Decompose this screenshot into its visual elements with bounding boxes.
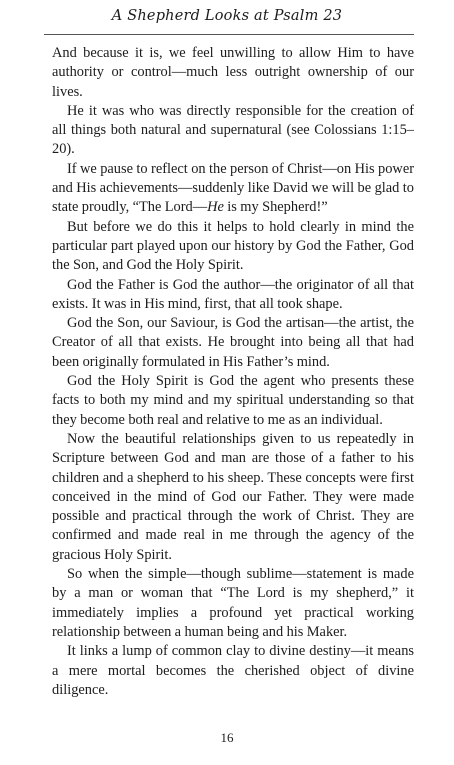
paragraph-text: If we pause to reflect on the person of Christ—on His power and His achievements—suddenly like David we will be glad to state proudly, “The Lord— bbox=[52, 160, 414, 216]
paragraph: He it was who was directly responsible for the creation of all things both natural and supernatural (see Colossians 1:15–20). bbox=[52, 102, 414, 158]
header-rule bbox=[44, 34, 414, 35]
body-text bbox=[52, 44, 414, 700]
paragraph: So when the simple—though sublime—statement is made by a man or woman that “The Lord is my shepherd,” it immediately implies a profound yet practical working relationship between a human being and his Maker. bbox=[52, 566, 414, 640]
emphasis-text: He bbox=[207, 199, 224, 216]
page-number: 16 bbox=[220, 730, 234, 745]
paragraph: Now the beautiful relationships given to us repeatedly in Scripture between God and man are those of a father to his children and a shepherd to his sheep. These concepts were first conceived in the mind of God our Father. They were made possible and practical through the work of Christ. They are confirmed and made real in me through the agency of the gracious Holy Spirit. bbox=[52, 430, 414, 563]
paragraph: God the Son, our Saviour, is God the artisan—the artist, the Creator of all that exists. He brought into being all that had been originally formulated in His Father’s mind. bbox=[52, 315, 414, 370]
paragraph: God the Father is God the author—the originator of all that exists. It was in His mind, first, that all took shape. bbox=[52, 276, 414, 312]
paragraph: But before we do this it helps to hold clearly in mind the particular part played upon our history by God the Father, God the Son, and God the Holy Spirit. bbox=[52, 218, 414, 274]
paragraph: God the Holy Spirit is God the agent who presents these facts to both my mind and my spiritual understanding so that they become both real and relative to me as an individual. bbox=[52, 373, 414, 428]
paragraph bbox=[52, 160, 414, 218]
paragraph-text: is my Shepherd!” bbox=[223, 199, 328, 216]
running-head: A Shepherd Looks at Psalm 23 bbox=[111, 8, 343, 24]
paragraph: It links a lump of common clay to divine destiny—it means a mere mortal becomes the cherished object of divine diligence. bbox=[52, 643, 414, 698]
paragraph: And because it is, we feel unwilling to allow Him to have authority or control—much less outright ownership of our lives. bbox=[52, 45, 414, 100]
